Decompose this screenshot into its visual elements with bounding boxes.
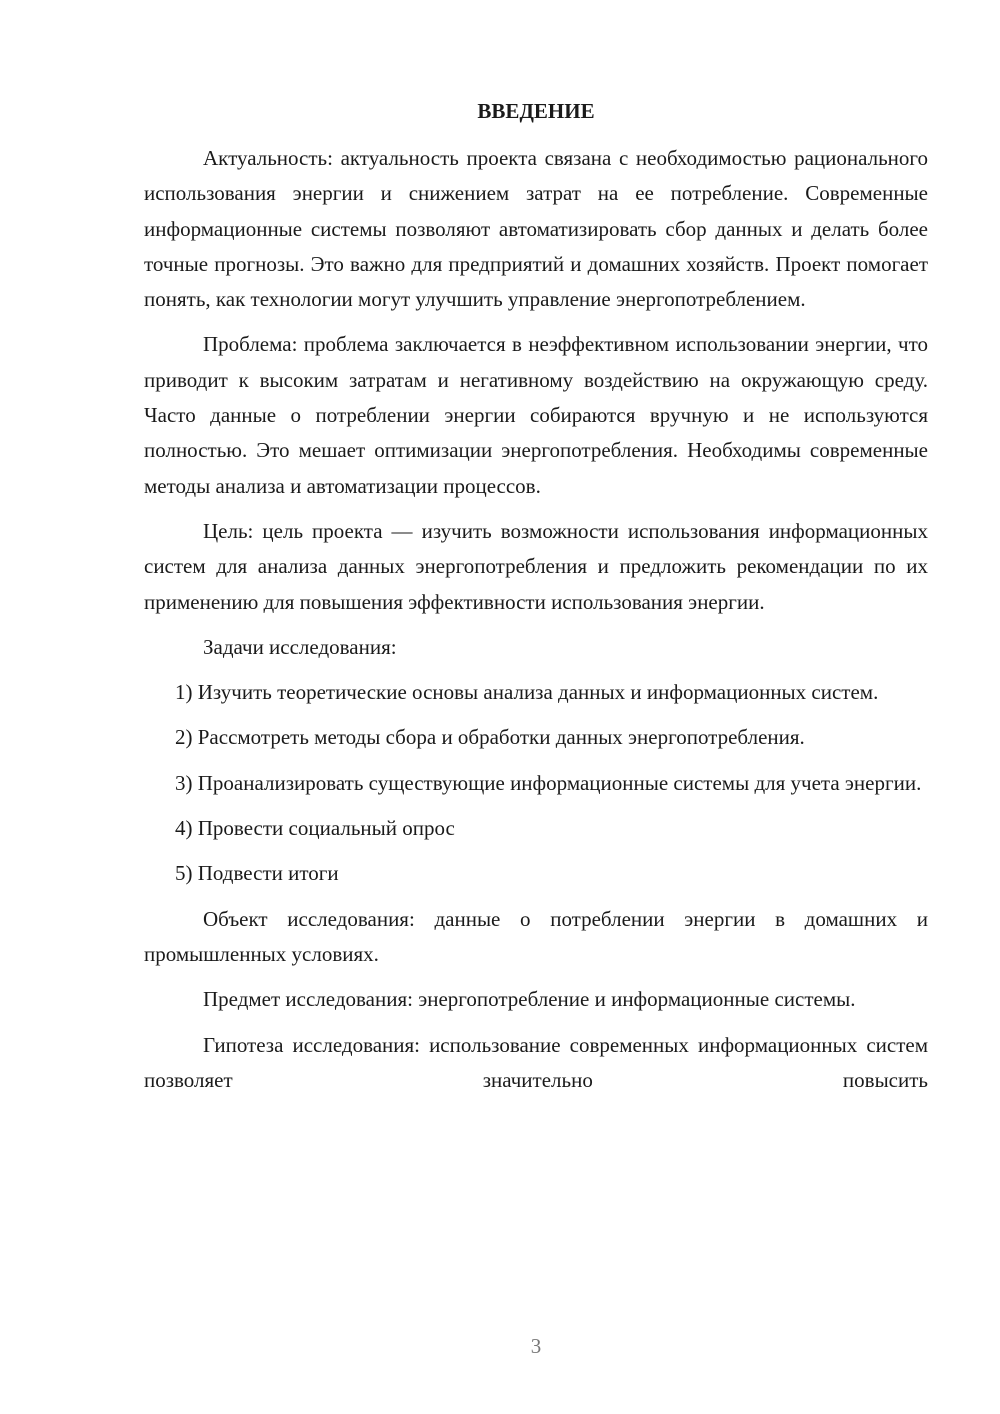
paragraph-subject: Предмет исследования: энергопотребление и информационные системы. xyxy=(203,987,856,1012)
section-heading: ВВЕДЕНИЕ xyxy=(477,99,595,123)
task-item-4: 4) Провести социальный опрос xyxy=(175,816,455,841)
paragraph-goal: Цель: цель проекта — изучить возможности использования информационных систем для анализа данных энергопотребления и предложить рекомендации по их применению для повышения эффективности использования энергии. xyxy=(144,518,928,614)
page-number: 3 xyxy=(530,1334,542,1358)
paragraph-tasks-heading: Задачи исследования: xyxy=(203,634,397,659)
task-item-5: 5) Подвести итоги xyxy=(175,861,339,886)
paragraph-problem: Проблема: проблема заключается в неэффективном использовании энергии, что приводит к высоким затратам и негативному воздействию на окружающую среду. Часто данные о потреблении энергии собираются вручную и не используются полностью. Это мешает оптимизации энергопотребления. Необходимы современные методы анализа и автоматизации процессов. xyxy=(144,332,928,498)
task-item-2: 2) Рассмотреть методы сбора и обработки данных энергопотребления. xyxy=(175,725,805,750)
task-item-1: 1) Изучить теоретические основы анализа данных и информационных систем. xyxy=(175,680,879,705)
paragraph-object: Объект исследования: данные о потреблении энергии в домашних и промышленных условиях. xyxy=(144,906,928,966)
document-page xyxy=(144,94,928,1108)
task-item-3: 3) Проанализировать существующие информационные системы для учета энергии. xyxy=(175,770,922,795)
paragraph-hypothesis: Гипотеза исследования: использование современных информационных систем позволяет значительно повысить xyxy=(144,1032,928,1092)
paragraph-relevance: Актуальность: актуальность проекта связана с необходимостью рационального использования энергии и снижением затрат на ее потребление. Современные информационные системы позволяют автоматизировать сбор данных и делать более точные прогнозы. Это важно для предприятий и домашних хозяйств. Проект помогает понять, как технологии могут улучшить управление энергопотреблением. xyxy=(144,146,928,312)
